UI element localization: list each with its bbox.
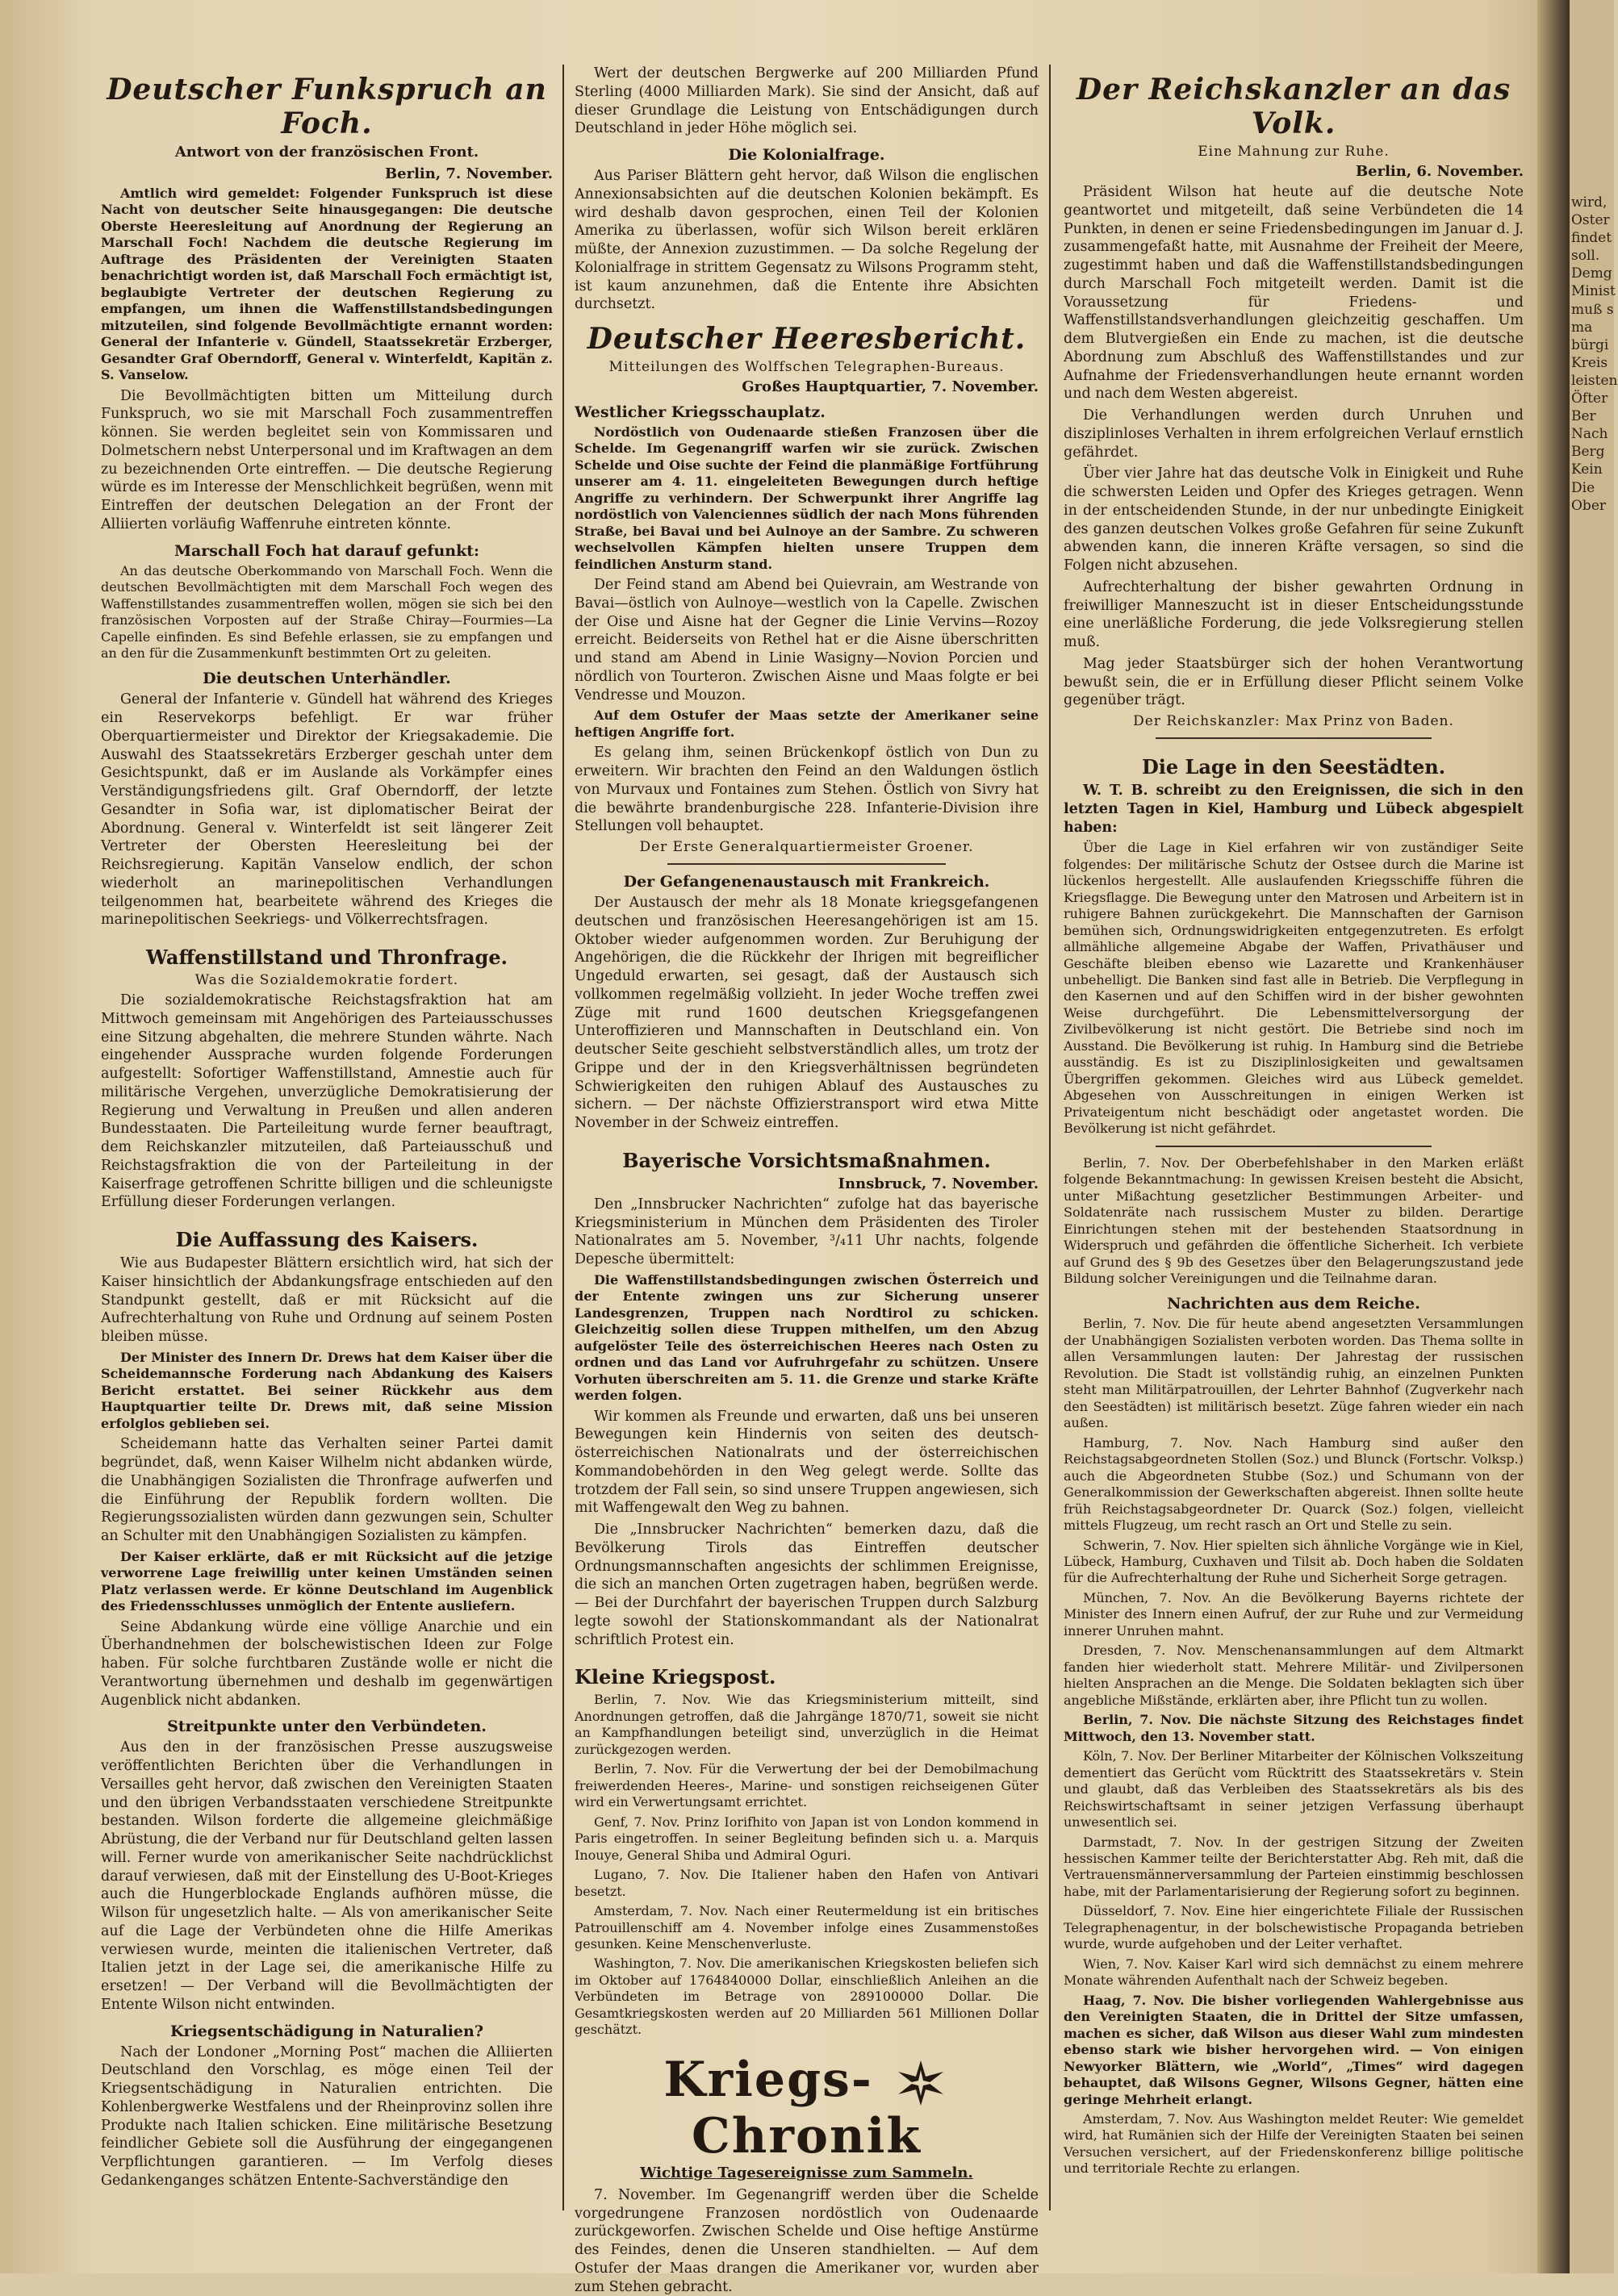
- article-paragraph: Den „Innsbrucker Nachrichten“ zufolge hat das bayerische Kriegsministerium in München dem Präsidenten des Tiroler Nationalrates am 5. November, ³/₄11 Uhr nachts, folgende Depesche übermittelt:: [575, 1196, 1039, 1268]
- signature: Der Erste Generalquartiermeister Groener.: [639, 839, 974, 856]
- article-paragraph: Berlin, 7. Nov. Wie das Kriegsministerium mitteilt, sind Anordnungen getroffen, daß die Jahrgänge 1870/71, soweit sie nicht an Kampfhandlungen beteiligt sind, unverzüglich in die Heimat zurückgezogen werden.: [575, 1692, 1039, 1757]
- article-paragraph: Aus Pariser Blättern geht hervor, daß Wilson die englischen Annexionsabsichten auf die deutschen Kolonien bekämpft. Es wird deshalb davon gesprochen, einen Teil der Kolonien Amerika zu überlassen, wofür sich Wilson bereit erklären müßte, der Annexion zuzustimmen. — Da solche Regelung der Kolonialfrage in strittem Gegensatz zu Wilsons Programm steht, ist kaum anzunehmen, daß die Entente ihre Absichten durchsetzt.: [575, 168, 1039, 313]
- signature: Der Reichskanzler: Max Prinz von Baden.: [1133, 713, 1454, 729]
- section-heading: Kriegsentschädigung in Naturalien?: [170, 2022, 483, 2040]
- column-3: [1064, 65, 1524, 2243]
- article-paragraph: Über vier Jahre hat das deutsche Volk in Einigkeit und Ruhe die schwersten Leiden und Opfer des Krieges getragen. Wenn in der entscheidenden Stunde, in der nur unbedingte Einigkeit des ganzen deutschen Volkes große Gefahren für seine Zukunft abwenden kann, die inneren Kräfte versagen, so sind die Folgen nicht abzusehen.: [1064, 465, 1524, 574]
- article-paragraph: Washington, 7. Nov. Die amerikanischen Kriegskosten beliefen sich im Oktober auf 1764840000 Dollar, einschließlich Anleihen an die Verbündeten im Betrage von 289100000 Dollar. Die Gesamtkriegskosten werden auf 20 Milliarden 561 Millionen Dollar geschätzt.: [575, 1956, 1039, 2038]
- subheadline: Eine Mahnung zur Ruhe.: [1198, 144, 1390, 160]
- section-heading: Streitpunkte unter den Verbündeten.: [167, 1718, 487, 1736]
- subheadline: Was die Sozialdemokratie fordert.: [194, 972, 459, 989]
- headline-seestaedte: Die Lage in den Seestädten.: [1141, 755, 1446, 779]
- divider: [1156, 1146, 1432, 1147]
- dateline: Berlin, 7. November.: [384, 165, 553, 182]
- page-gutter: [1537, 0, 1570, 2273]
- article-paragraph: Der Minister des Innern Dr. Drews hat dem Kaiser über die Scheidemannsche Forderung nach Abdankung des Kaisers Bericht erstattet. Bei seiner Rückkehr aus dem Hauptquartier teilte Dr. Drews mit, daß seine Mission erfolglos geblieben sei.: [101, 1349, 553, 1431]
- section-heading: Nachrichten aus dem Reiche.: [1167, 1295, 1420, 1313]
- article-paragraph: Lugano, 7. Nov. Die Italiener haben den Hafen von Antivari besetzt.: [575, 1867, 1039, 1899]
- adjacent-page-text: wird, Oster findet soll. Demg Minist muß s ma bürgi Kreis leisten Öfter Ber Nach Berg Kein Die Ober: [1571, 194, 1618, 514]
- article-paragraph: Scheidemann hatte das Verhalten seiner Partei damit begründet, daß, wenn Kaiser Wilhelm nicht abdanken würde, die Unabhängigen Sozialisten die Thronfrage aufwerfen und die Einführung der Republik fordern wollten. Die Regierungssozialisten würden dann gezwungen sein, Schulter an Schulter mit den Unabhängigen Sozialisten zu kämpfen.: [101, 1436, 553, 1545]
- article-paragraph: 7. November. Im Gegenangriff werden über die Schelde vorgedrungene Franzosen nordöstlich von Oudenaarde zurückgeworfen. Zwischen Schelde und Oise heftige Anstürme des Feindes, denen die Unseren standhielten. — Auf dem Ostufer der Maas drangen die Amerikaner vor, wurden aber zum Stehen gebracht.: [575, 2186, 1039, 2295]
- dateline: Berlin, 6. November.: [1355, 163, 1524, 180]
- headline-thronfrage: Waffenstillstand und Thronfrage.: [146, 946, 508, 970]
- article-paragraph: Die Waffenstillstandsbedingungen zwischen Österreich und der Entente zwingen uns zur Sicherung unserer Landesgrenzen, Truppen nach Nordtirol zu schicken. Gleichzeitig sollen diese Truppen mithelfen, um den Abzug aufgelöster Teile des österreichischen Heeres nach Osten zu ordnen und das Land vor Aufruhrgefahr zu schützen. Unsere Vorhuten überschreiten am 5. 11. die Grenze und starke Kräfte werden folgen.: [575, 1271, 1039, 1404]
- article-paragraph: Die sozialdemokratische Reichstagsfraktion hat am Mittwoch gemeinsam mit Angehörigen des Parteiausschusses eine Sitzung abgehalten, die mehrere Stunden währte. Nach eingehender Aussprache wurden folgende Forderungen aufgestellt: Sofortiger Waffenstillstand, Amnestie auch für militärische Vergehen, unverzügliche Demokratisierung der Regierung und Verwaltung in Preußen und allen anderen Bundesstaaten. Die Parteileitung wurde ferner beauftragt, dem Reichskanzler mitzuteilen, daß Parteiausschuß und Reichstagsfraktion die von der Parteileitung in der Kaiserfrage getroffenen Schritte billigen und die schleunigste Erfüllung dieser Forderungen verlangen.: [101, 992, 553, 1211]
- article-paragraph: Wie aus Budapester Blättern ersichtlich wird, hat sich der Kaiser hinsichtlich der Abdankungsfrage entschieden auf den Standpunkt gestellt, daß er mit Rücksicht auf die Aufrechterhaltung von Ruhe und Ordnung auf seinem Posten bleiben müsse.: [101, 1255, 553, 1346]
- section-heading: Der Gefangenenaustausch mit Frankreich.: [623, 873, 990, 891]
- article-paragraph: Nach der Londoner „Morning Post“ machen die Alliierten Deutschland den Vorschlag, es möge einen Teil der Kriegsentschädigung in Naturalien entrichten. Die Kohlenbergwerke Westfalens und der Rheinprovinz sollen ihre Produkte nach Italien schicken. Eine militärische Besetzung feindlicher Gebiete soll die Ausführung der eingegangenen Verpflichtungen garantieren. — Im Verfolg dieses Gedankenganges schätzen Entente-Sachverständige den: [101, 2043, 553, 2189]
- article-paragraph: Amtlich wird gemeldet: Folgender Funkspruch ist diese Nacht von deutscher Seite hinausgegangen: Die deutsche Oberste Heeresleitung auf Anordnung der Regierung an Marschall Foch! Nachdem die deutsche Regierung im Auftrage des Präsidenten der Vereinigten Staaten benachrichtigt worden ist, daß Marschall Foch ermächtigt ist, beglaubigte Vertreter der deutschen Regierung zu empfangen, um ihnen die Waffenstillstandsbedingungen mitzuteilen, sind folgende Bevollmächtigte ernannt worden: General der Infanterie v. Gündell, Staatssekretär Erzberger, Gesandter Graf Oberndorff, General v. Winterfeldt, Kapitän z. S. Vanselow.: [101, 186, 553, 383]
- column-rule: [562, 65, 564, 2210]
- article-paragraph: Hamburg, 7. Nov. Nach Hamburg sind außer den Reichstagsabgeordneten Stollen (Soz.) und Blunck (Fortschr. Volksp.) auch die Abgeordneten Stubbe (Soz.) und Schumann von der Generalkommission der Gewerkschaften abgereist. Ihnen sollte heute früh Reichstagsabgeordneter Dr. Quarck (Soz.) folgen, vielleicht mittels Flugzeug, um recht rasch an Ort und Stelle zu sein.: [1064, 1434, 1524, 1534]
- article-paragraph: Köln, 7. Nov. Der Berliner Mitarbeiter der Kölnischen Volkszeitung dementiert das Gerücht vom Rücktritt des Staatssekretärs v. Stein und glaubt, daß das Verbleiben des Staatssekretärs als bis des Reichswirtschaftsamt in seiner jetzigen Verfassung überhaupt unwesentlich sei.: [1064, 1748, 1524, 1831]
- article-paragraph: General der Infanterie v. Gündell hat während des Krieges ein Reservekorps befehligt. Er war früher Oberquartiermeister und Direktor der Kriegsakademie. Die Auswahl des Staatssekretärs Erzberger geschah unter dem Gesichtspunkt, daß er im Auslande als Vorkämpfer eines Verständigungsfriedens gilt. Graf Oberndorff, der letzte Gesandter in Sofia war, ist diplomatischer Beirat der Abordnung. General v. Winterfeldt ist seit längerer Zeit Vertreter der Obersten Heeresleitung bei der Reichsregierung. Kapitän Vanselow endlich, der schon wiederholt an marinepolitischen Verhandlungen teilgenommen hat, bearbeitete während des Krieges die marinepolitischen Seekriegs- und Völkerrechtsfragen.: [101, 691, 553, 929]
- section-heading: Marschall Foch hat darauf gefunkt:: [174, 541, 480, 560]
- adjacent-page-edge: [1570, 0, 1618, 2273]
- article-paragraph: Wien, 7. Nov. Kaiser Karl wird sich demnächst zu einem mehrere Monate währenden Aufenthalt nach der Schweiz begeben.: [1064, 1956, 1524, 1989]
- article-paragraph: Berlin, 7. Nov. Für die Verwertung der bei der Demobilmachung freiwerdenden Heeres-, Marine- und sonstigen reichseigenen Güter wird ein Verwertungsamt errichtet.: [575, 1761, 1039, 1810]
- article-paragraph: Der Feind stand am Abend bei Quievrain, am Westrande von Bavai—östlich von Aulnoye—westlich von la Capelle. Zwischen der Oise und Aisne hat der Gegner die Linie Vervins—Rozoy erreicht. Beiderseits von Rethel hat er die Aisne überschritten und stand am Abend in Linie Wasigny—Novion Porcien und nördlich von Tourteron. Zwischen Aisne und Maas folgte er bei Vendresse und Mouzon.: [575, 577, 1039, 703]
- article-paragraph: Über die Lage in Kiel erfahren wir von zuständiger Seite folgendes: Der militärische Schutz der Ostsee durch die Marine ist lückenlos hergestellt. Alle auslaufenden Kriegsschiffe führen die Kriegsflagge. Die Bewegung unter den Matrosen und Arbeitern ist in ruhigere Bahnen zurückgekehrt. Die Mannschaften der Garnison bemühen sich, Ordnungswidrigkeiten entgegenzutreten. Es erfolgt allmähliche allgemeine Abgabe der Waffen, Privathäuser und Geschäfte bleiben ebenso wie Lazarette und Krankenhäuser unbehelligt. Die Banken sind fast alle in Betrieb. Die Verpflegung in den Kasernen und auf den Schiffen wird in der bisher gewohnten Weise durchgeführt. Die Lebensmittelversorgung der Zivilbevölkerung ist nicht gestört. Die Betriebe sind noch im Ausstand. Die Bevölkerung ist ruhig. In Hamburg sind die Betriebe ausständig. Es ist zu Disziplinlosigkeiten und gewaltsamen Übergriffen gekommen. Gleiches wird aus Lübeck gemeldet. Abgesehen von Ausschreitungen in einigen Werken ist Privateigentum nicht beschädigt oder angetastet worden. Die Bevölkerung ist nicht gefährdet.: [1064, 840, 1524, 1137]
- article-paragraph: Dresden, 7. Nov. Menschenansammlungen auf dem Altmarkt fanden hier wiederholt statt. Mehrere Militär- und Zivilpersonen hielten Ansprachen an die Menge. Die Soldaten beklagten sich über angebliche Mißstände, erklärten aber, ihre Pflicht tun zu wollen.: [1064, 1643, 1524, 1708]
- article-paragraph: Berlin, 7. Nov. Der Oberbefehlshaber in den Marken erläßt folgende Bekanntmachung: In gewissen Kreisen besteht die Absicht, unter Mißachtung gesetzlicher Bestimmungen Arbeiter- und Soldatenräte nach russischem Muster zu bilden. Derartige Einrichtungen stehen mit der bestehenden Staatsordnung in Widerspruch und gefährden die öffentliche Sicherheit. Ich verbiete auf Grund des § 9b des Gesetzes über den Belagerungszustand jede Bildung solcher Vereinigungen und die Teilnahme daran.: [1064, 1154, 1524, 1286]
- chronik-right-word: Chronik: [692, 2107, 922, 2165]
- article-paragraph: Seine Abdankung würde eine völlige Anarchie und ein Überhandnehmen der bolschewistischen Ideen zur Folge haben. Für solche furchtbaren Zustände wolle er nicht die Verantwortung übernehmen und deshalb im gegenwärtigen Augenblick nicht abdanken.: [101, 1618, 553, 1709]
- article-paragraph: Die „Innsbrucker Nachrichten“ bemerken dazu, daß die Bevölkerung Tirols das Eintreffen deutscher Ordnungsmannschaften angesichts der schlimmen Ereignisse, die sich an manchen Orten zugetragen haben, begrüßen werde. — Bei der Durchfahrt der bayerischen Truppen durch Salzburg legte sowohl der Stationskommandant als der Nationalrat schriftlich Protest ein.: [575, 1522, 1039, 1648]
- headline-kaiser: Die Auffassung des Kaisers.: [175, 1228, 479, 1252]
- headline-reichskanzler: Der Reichskanzler an das Volk.: [1076, 73, 1511, 140]
- column-rule: [1049, 65, 1051, 2210]
- section-heading: Die deutschen Unterhändler.: [203, 670, 451, 688]
- kriegs-chronik-banner: [575, 2052, 1039, 2165]
- article-paragraph: Haag, 7. Nov. Die bisher vorliegenden Wahlergebnisse aus den Vereinigten Staaten, die in Drittel der Sitze umfassen, machen es sicher, daß Wilson aus dieser Wahl zum mindesten ebenso stark wie bisher hervorgehen wird. — Von einigen Newyorker Blättern, wie „World“, „Times“ wird dagegen behauptet, daß Wilsons Gegner, Wilsons Gegner, hätten eine geringe Mehrheit erlangt.: [1064, 1992, 1524, 2107]
- section-heading: Westlicher Kriegsschauplatz.: [575, 403, 826, 421]
- article-paragraph: Aufrechterhaltung der bisher gewahrten Ordnung in freiwilliger Manneszucht ist in dieser Entscheidungsstunde eine unerläßliche Forderung, die jede Volksregierung stellen muß.: [1064, 578, 1524, 650]
- dateline: Innsbruck, 7. November.: [838, 1175, 1039, 1192]
- headline-funkspruch: Deutscher Funkspruch an Foch.: [107, 73, 547, 140]
- article-paragraph: Auf dem Ostufer der Maas setzte der Amerikaner seine heftigen Angriffe fort.: [575, 708, 1039, 740]
- article-paragraph: An das deutsche Oberkommando von Marschall Foch. Wenn die deutschen Bevollmächtigten mit dem Marschall Foch wegen des Waffenstillstandes zusammentreffen wollen, mögen sie sich bei den französischen Vorposten auf der Straße Chiray—Fourmies—La Capelle einfinden. Es sind Befehle erlassen, sie zu empfangen und an den für die Zusammenkunft bestimmten Ort zu geleiten.: [101, 562, 553, 661]
- divider: [667, 863, 946, 865]
- article-paragraph: Mag jeder Staatsbürger sich der hohen Verantwortung bewußt sein, die er in Erfüllung dieser Pflicht seinem Volke gegenüber trägt.: [1064, 655, 1524, 709]
- section-heading: Die Kolonialfrage.: [728, 146, 885, 164]
- article-paragraph: Genf, 7. Nov. Prinz Iorifhito von Japan ist von London kommend in Paris eingetroffen. In seiner Begleitung befinden sich u. a. Marquis Inouye, General Shiba und Admiral Oguri.: [575, 1814, 1039, 1863]
- iron-cross-icon: [897, 2059, 945, 2107]
- chronik-subtitle: Wichtige Tagesereignisse zum Sammeln.: [640, 2164, 973, 2181]
- article-paragraph: Der Austausch der mehr als 18 Monate kriegsgefangenen deutschen und französischen Heeresangehörigen ist am 15. Oktober wieder aufgenommen worden. Zur Beruhigung der Angehörigen, die die Rückkehr der Ihrigen mit begreiflicher Ungeduld erwarten, sei gesagt, daß der Austausch sich vollkommen regelmäßig vollzieht. In jeder Woche treffen zwei Züge mit rund 1600 deutschen Kriegsgefangenen Unteroffizieren und Mannschaften in Deutschland ein. Von deutscher Seite geschieht selbstverständlich alles, um trotz der Grippe und der in den Kriegsverhältnissen begründeten Schwierigkeiten den ruhigen Ablauf des Austausches zu sichern. — Der nächste Offizierstransport wird etwa Mitte November in der Schweiz eintreffen.: [575, 895, 1039, 1132]
- article-paragraph: Amsterdam, 7. Nov. Aus Washington meldet Reuter: Wie gemeldet wird, hat Rumänien sich der Hilfe der Vereinigten Staaten bei seinen Versuchen versichert, auf der Friedenskonferenz billige politische und territoriale Rechte zu erlangen.: [1064, 2111, 1524, 2177]
- dateline: Großes Hauptquartier, 7. November.: [742, 378, 1039, 395]
- article-paragraph: Schwerin, 7. Nov. Hier spielten sich ähnliche Vorgänge wie in Kiel, Lübeck, Hamburg, Cuxhaven und Tilsit ab. Doch haben die Soldaten für die Aufrechterhaltung der Ruhe und Sicherheit Sorge getragen.: [1064, 1537, 1524, 1586]
- article-paragraph: Berlin, 7. Nov. Die für heute abend angesetzten Versammlungen der Unabhängigen Sozialisten verboten worden. Das Thema sollte in allen Versammlungen lauten: Der Jahrestag der russischen Revolution. Die Stadt ist vollständig ruhig, an einzelnen Punkten steht man Militärpatrouillen, der Lehrter Bahnhof (Zugverkehr nach den Seestädten) ist militärisch besetzt. Züge fahren wieder ein nach außen.: [1064, 1316, 1524, 1431]
- article-paragraph: Nordöstlich von Oudenaarde stießen Franzosen über die Schelde. Im Gegenangriff warfen wir sie zurück. Zwischen Schelde und Oise suchte der Feind die planmäßige Fortführung unserer am 4. 11. eingeleiteten Bewegungen durch heftige Angriffe zu verhindern. Der Schwerpunkt ihrer Angriffe lag nordöstlich von Valenciennes südlich der nach Mons führenden Straße, bei Bavai und bei Aulnoye an der Sambre. Zu schweren wechselvollen Kämpfen hielten unsere Truppen dem feindlichen Ansturm stand.: [575, 424, 1039, 572]
- article-paragraph: Darmstadt, 7. Nov. In der gestrigen Sitzung der Zweiten hessischen Kammer teilte der Berichterstatter Abg. Reh mit, daß die Vertrauensmännerversammlung der Parteien einstimmig beschlossen habe, mit der Parlamentarisierung der Regierung sofort zu beginnen.: [1064, 1834, 1524, 1899]
- column-1: [101, 65, 553, 2227]
- article-paragraph: Die Verhandlungen werden durch Unruhen und disziplinloses Verhalten in ihrem erfolgreichen Verlauf ernstlich gefährdet.: [1064, 407, 1524, 461]
- subheadline-front: Antwort von der französischen Front.: [174, 144, 479, 161]
- article-paragraph: München, 7. Nov. An die Bevölkerung Bayerns richtete der Minister des Innern einen Aufruf, der zur Ruhe und zur Vermeidung innerer Unruhen mahnt.: [1064, 1589, 1524, 1639]
- article-paragraph: Wert der deutschen Bergwerke auf 200 Milliarden Pfund Sterling (4000 Milliarden Mark). Sie sind der Ansicht, daß auf dieser Grundlage die Leistung von Entschädigungen durch Deutschland in jeder Höhe möglich sei.: [575, 65, 1039, 137]
- headline-heeresbericht: Deutscher Heeresbericht.: [587, 322, 1026, 356]
- article-paragraph: Düsseldorf, 7. Nov. Eine hier eingerichtete Filiale der Russischen Telegraphenagentur, in der bolschewistische Propaganda betrieben wurde, wurde aufgehoben und der Leiter verhaftet.: [1064, 1903, 1524, 1952]
- headline-bayern: Bayerische Vorsichtsmaßnahmen.: [622, 1148, 991, 1172]
- chronik-left-word: Kriegs-: [663, 2051, 873, 2108]
- article-paragraph: Der Kaiser erklärte, daß er mit Rücksicht auf die jetzige verworrene Lage freiwillig unter keinen Umständen seinen Platz verlassen werde. Er könne Deutschland im Augenblick des Friedensschlusses unmöglich der Entente ausliefern.: [101, 1548, 553, 1614]
- article-paragraph: Präsident Wilson hat heute auf die deutsche Note geantwortet und mitgeteilt, daß seine Verbündeten die 14 Punkten, in denen er seine Friedensbedingungen im Januar d. J. zusammengefaßt hatte, mit Ausnahme der Freiheit der Meere, zugestimmt haben und daß die Waffenstillstandsbedingungen durch Marschall Foch mitgeteilt werden. Damit ist die Voraussetzung für Friedens- und Waffenstillstandsverhandlungen gleichzeitig geschaffen. Um dem Blutvergießen ein Ende zu machen, ist die deutsche Abordnung zum Abschluß des Waffenstillstandes und zur Aufnahme der Friedensverhandlungen heute ernannt worden und nach dem Westen abgereist.: [1064, 184, 1524, 403]
- divider: [1156, 737, 1432, 739]
- article-paragraph: Amsterdam, 7. Nov. Nach einer Reutermeldung ist ein britisches Patrouillenschiff am 4. November infolge eines Zusammenstoßes gesunken. Keine Menschenverluste.: [575, 1903, 1039, 1952]
- subheadline: Mitteilungen des Wolffschen Telegraphen-Bureaus.: [608, 359, 1005, 375]
- article-paragraph: Berlin, 7. Nov. Die nächste Sitzung des Reichstages findet Mittwoch, den 13. November statt.: [1064, 1712, 1524, 1744]
- article-paragraph: Wir kommen als Freunde und erwarten, daß uns bei unseren Bewegungen kein Hindernis von seiten des deutsch-österreichischen Nationalrats und der österreichischen Kommandobehörden in den Weg gelegt werde. Sollte das trotzdem der Fall sein, so sind unsere Truppen angewiesen, sich mit Waffengewalt den Weg zu bahnen.: [575, 1408, 1039, 1517]
- column-2: [575, 65, 1039, 2295]
- article-paragraph: Aus den in der französischen Presse auszugsweise veröffentlichten Berichten über die Verhandlungen in Versailles geht hervor, daß zwischen den Vereinigten Staaten und den übrigen Verbandsstaaten verschiedene Streitpunkte bestanden. Wilson forderte die allgemeine gleichmäßige Abrüstung, die der Verband nur für Deutschland gelten lassen will. Ferner wurde von amerikanischer Seite nachdrücklichst darauf verwiesen, daß mit der Einstellung des U-Boot-Krieges auch die Hungerblockade Englands aufhören müsse, die Wilson für ungesetzlich halte. — Als von amerikanischer Seite auf die Lage der Verbündeten ohne die Hilfe Amerikas verwiesen wurde, meinten die italienischen Vertreter, daß Italien jetzt in der Lage sei, die amerikanische Hilfe zu ersetzen! — Der Verband will die Bevollmächtigten der Entente Wilson nicht entwinden.: [101, 1739, 553, 2013]
- headline-kriegspost: Kleine Kriegspost.: [575, 1665, 776, 1689]
- article-paragraph: Es gelang ihm, seinen Brückenkopf östlich von Dun zu erweitern. Wir brachten den Feind an den Waldungen östlich von Murvaux und Fontaines zum Stehen. Östlich von Sivry hat die bewährte brandenburgische 228. Infanterie-Division ihre Stellungen voll behauptet.: [575, 745, 1039, 835]
- article-paragraph: Die Bevollmächtigten bitten um Mitteilung durch Funkspruch, wo sie mit Marschall Foch zusammentreffen können. Sie werden begleitet sein von Kommissaren und Dolmetschern nebst Unterpersonal und im Kraftwagen an dem zu bezeichnenden Orte eintreffen. — Die deutsche Regierung würde es im Interesse der Menschlichkeit begrüßen, wenn mit Eintreffen der deutschen Delegation an der Front der Alliierten vorläufig Waffenruhe eintreten könnte.: [101, 387, 553, 532]
- article-paragraph: W. T. B. schreibt zu den Ereignissen, die sich in den letzten Tagen in Kiel, Hamburg und Lübeck abgespielt haben:: [1064, 783, 1524, 836]
